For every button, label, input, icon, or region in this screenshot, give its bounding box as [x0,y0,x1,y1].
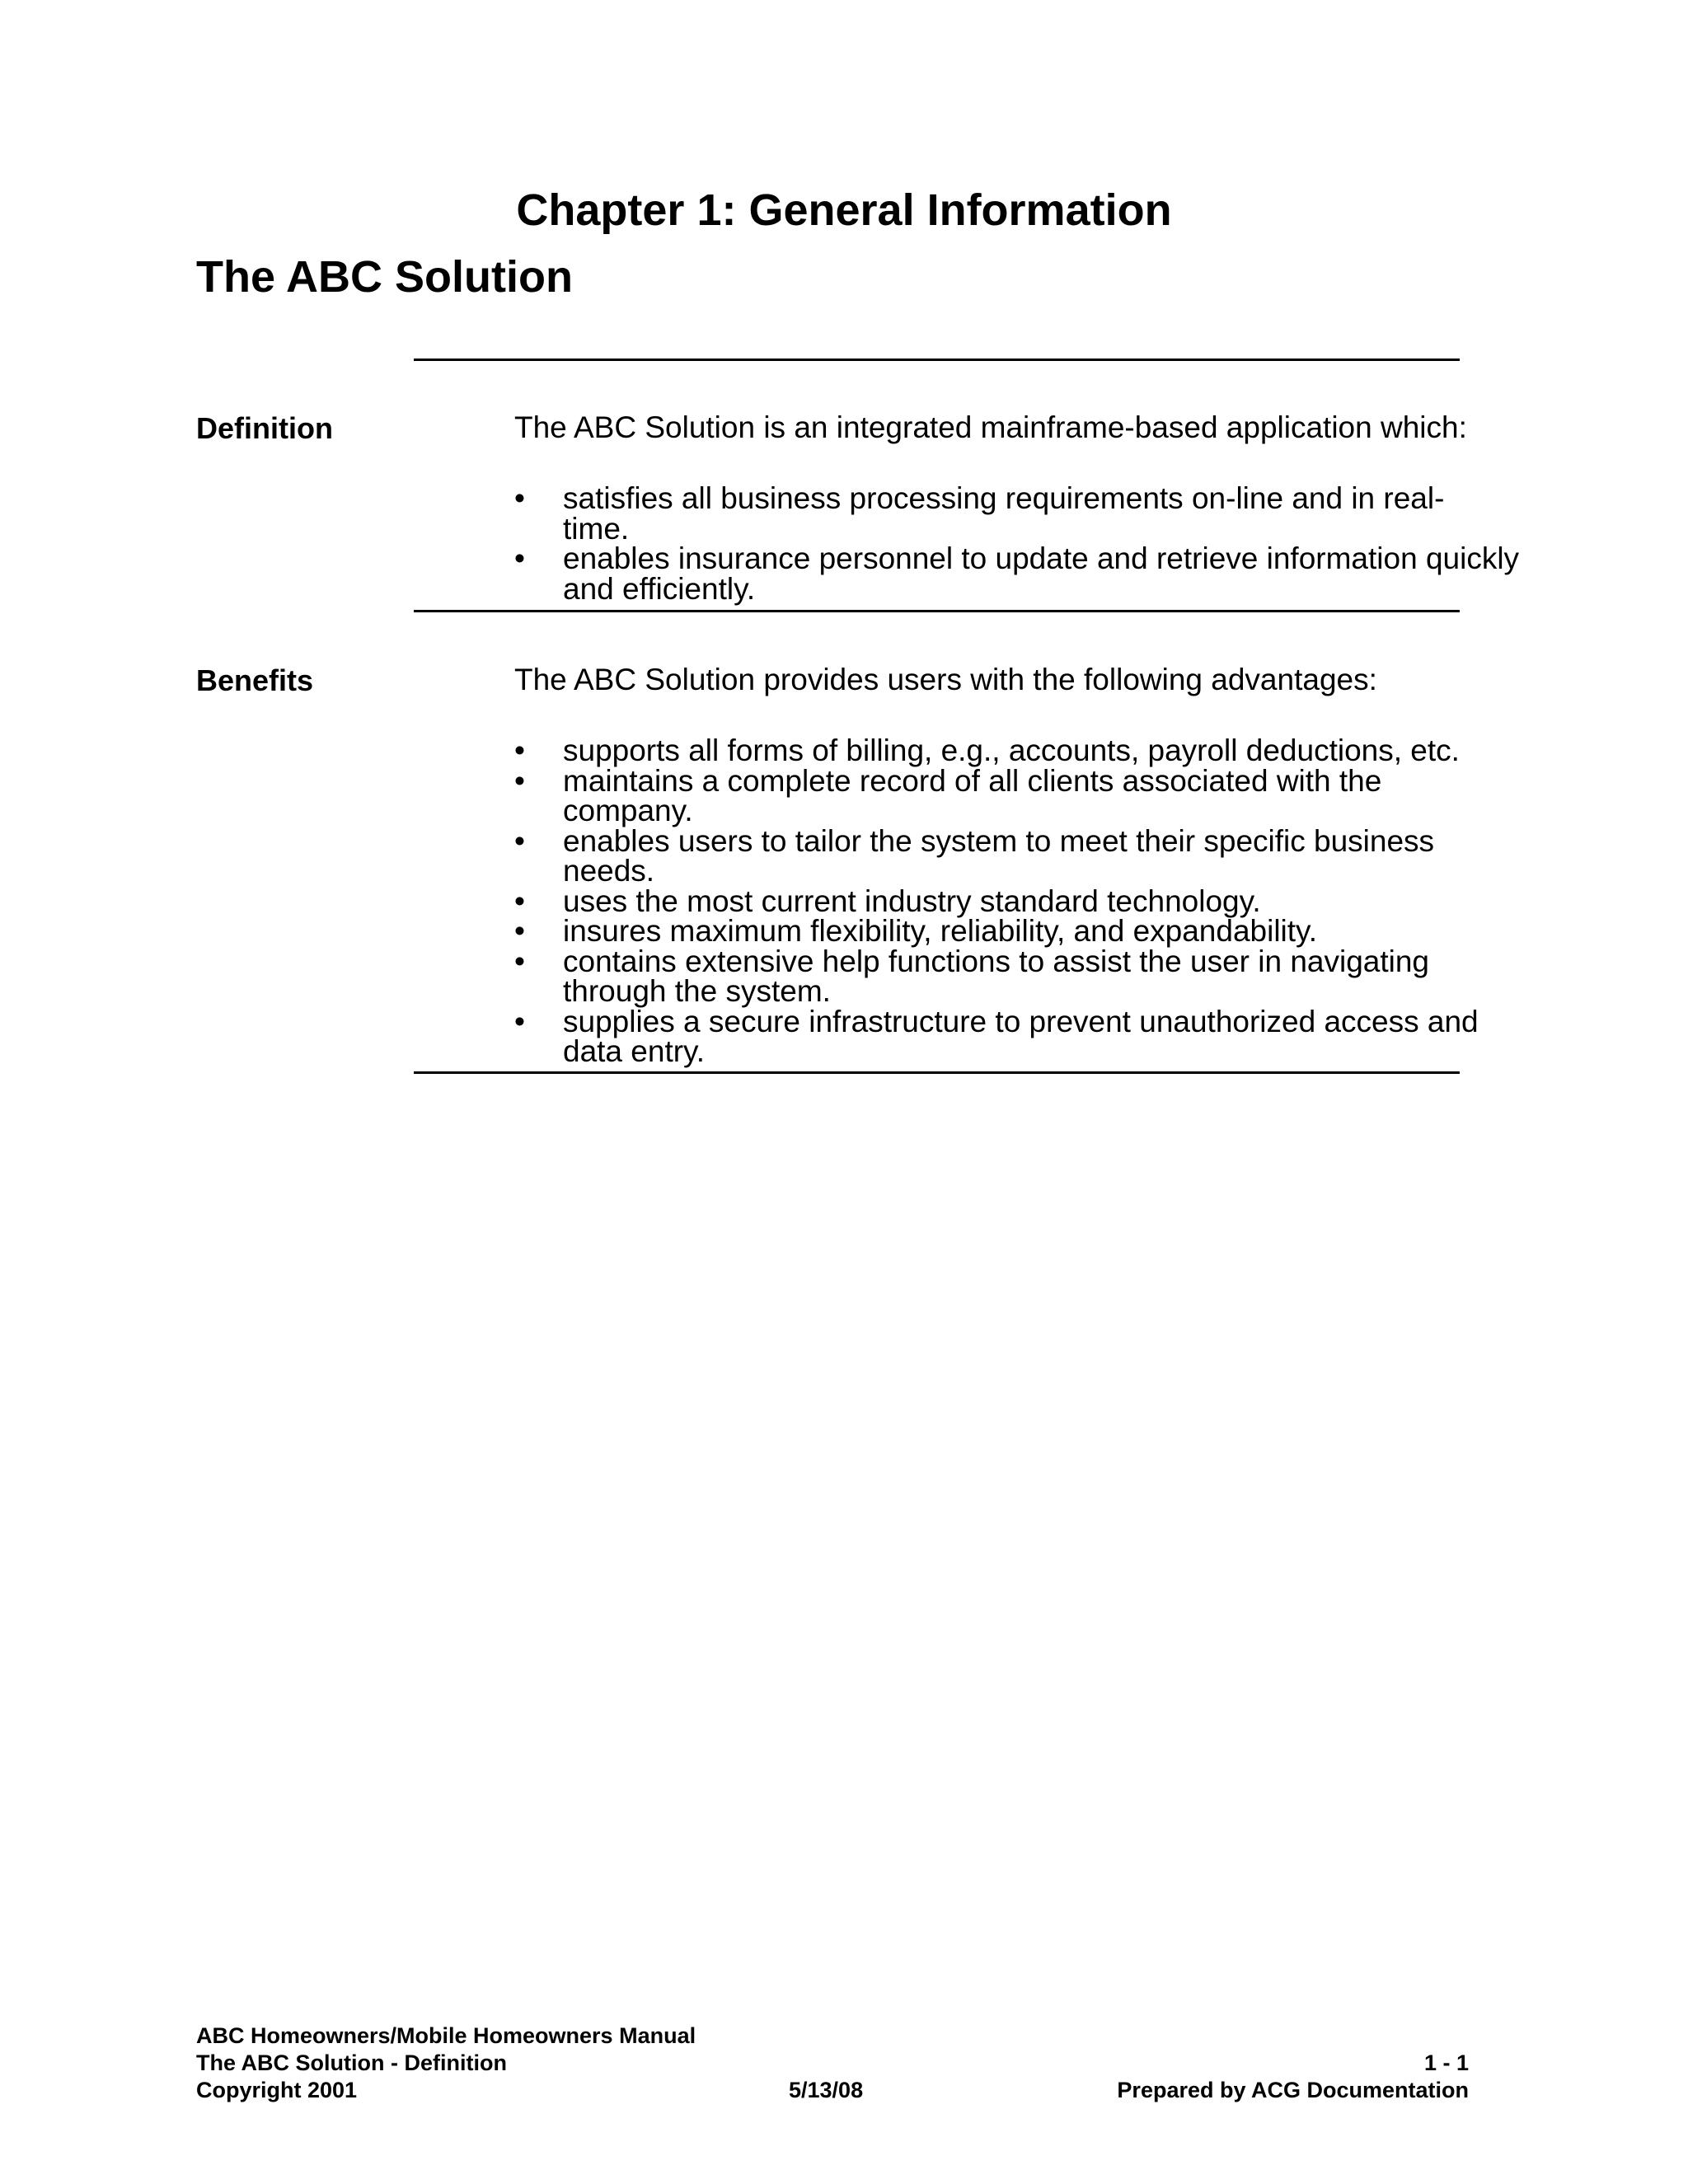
list-item [514,481,1503,546]
bullet-icon: • [514,763,525,798]
list-item [514,1004,1519,1068]
definition-label: Definition [196,411,333,445]
list-item [514,916,1503,947]
list-item [514,541,1532,606]
bullet-icon: • [514,883,525,918]
benefits-bullet-list [514,733,1503,1068]
list-item [514,733,1503,767]
list-item [514,883,1503,918]
bullet-icon: • [514,541,525,575]
list-item-text: satisfies all business processing requirements on-line and in real-time. [563,481,1445,546]
bullet-icon: • [514,481,525,515]
list-item-text: contains extensive help functions to assist the user in navigating through the system. [563,944,1430,1008]
section-title: The ABC Solution [196,252,573,302]
list-item-text: supports all forms of billing, e.g., accounts, payroll deductions, etc. [563,733,1460,767]
list-item [514,763,1503,827]
list-item-text: uses the most current industry standard technology. [563,883,1261,918]
benefits-label: Benefits [196,663,314,697]
bullet-icon: • [514,914,525,948]
bottom-divider [414,1071,1460,1074]
list-item [514,823,1486,888]
list-item-text: enables users to tailor the system to meet their specific business needs. [563,823,1435,888]
bullet-icon: • [514,1004,525,1038]
footer-manual-title: ABC Homeowners/Mobile Homeowners Manual [196,2023,696,2048]
bullet-icon: • [514,944,525,978]
bullet-icon: • [514,733,525,767]
benefits-intro: The ABC Solution provides users with the following advantages: [514,663,1377,696]
definition-bullet-list [514,481,1520,606]
footer-section-ref: The ABC Solution - Definition [196,2050,507,2075]
page-footer [196,2022,1469,2104]
definition-intro: The ABC Solution is an integrated mainframe-based application which: [514,410,1467,444]
footer-date: 5/13/08 [789,2078,864,2102]
bullet-icon: • [514,823,525,858]
list-item [514,944,1486,1008]
list-item-text: enables insurance personnel to update and retrieve information quickly and efficiently. [563,541,1520,606]
footer-prepared-by: Prepared by ACG Documentation [1117,2078,1469,2102]
chapter-title: Chapter 1: General Information [516,185,1172,235]
footer-page-number: 1 - 1 [1423,2050,1469,2075]
footer-copyright: Copyright 2001 [196,2078,358,2102]
list-item-text: insures maximum flexibility, reliability, and expandability. [563,914,1318,948]
list-item-text: maintains a complete record of all clients associated with the company. [563,763,1382,827]
list-item-text: supplies a secure infrastructure to prevent unauthorized access and data entry. [563,1004,1479,1068]
top-divider [414,359,1460,361]
middle-divider [414,610,1460,612]
